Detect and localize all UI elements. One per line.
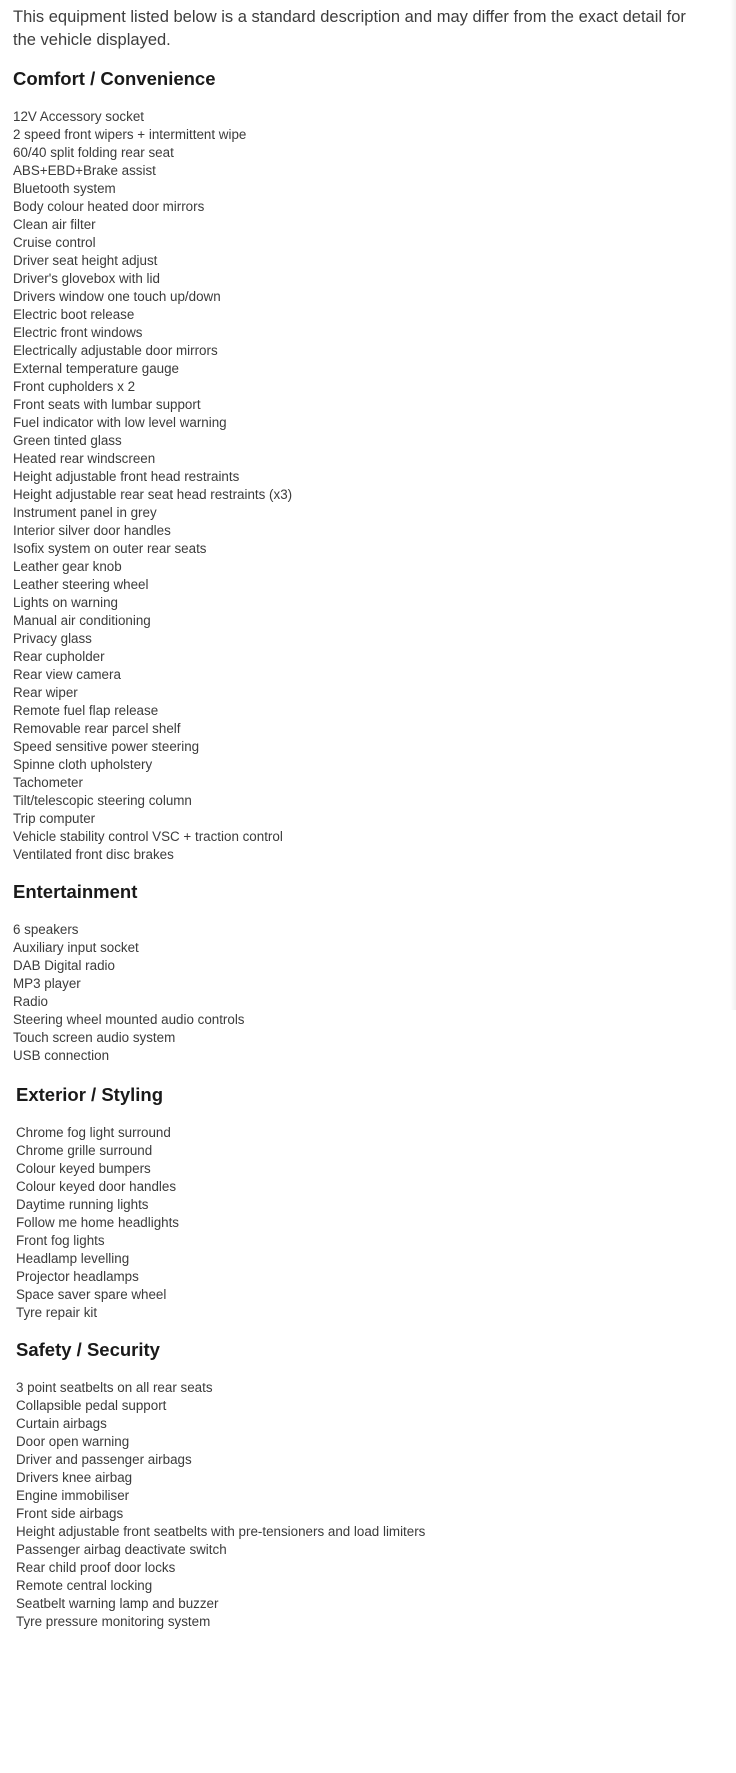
equipment-item: Rear view camera	[13, 667, 121, 682]
section-safety-security	[16, 1337, 716, 1631]
equipment-item: Chrome grille surround	[16, 1143, 153, 1158]
equipment-item: Chrome fog light surround	[16, 1125, 171, 1140]
equipment-item: Follow me home headlights	[16, 1215, 180, 1230]
equipment-item: Front seats with lumbar support	[13, 397, 201, 412]
equipment-item: Electric boot release	[13, 307, 135, 322]
equipment-item: Touch screen audio system	[13, 1030, 176, 1045]
equipment-item: Heated rear windscreen	[13, 451, 156, 466]
equipment-item: Ventilated front disc brakes	[13, 847, 174, 862]
equipment-item: Front cupholders x 2	[13, 379, 136, 394]
equipment-item: Tachometer	[13, 775, 83, 790]
equipment-item: Seatbelt warning lamp and buzzer	[16, 1596, 219, 1611]
equipment-item: Tilt/telescopic steering column	[13, 793, 192, 808]
equipment-item: USB connection	[13, 1048, 110, 1063]
equipment-item: ABS+EBD+Brake assist	[13, 163, 156, 178]
equipment-item: Electric front windows	[13, 325, 143, 340]
equipment-list-exterior-styling	[16, 1124, 716, 1322]
equipment-item: 3 point seatbelts on all rear seats	[16, 1380, 213, 1395]
equipment-item: Drivers window one touch up/down	[13, 289, 221, 304]
equipment-item: External temperature gauge	[13, 361, 179, 376]
equipment-item: Removable rear parcel shelf	[13, 721, 181, 736]
equipment-item: Passenger airbag deactivate switch	[16, 1542, 227, 1557]
equipment-item: Drivers knee airbag	[16, 1470, 133, 1485]
equipment-item: Trip computer	[13, 811, 96, 826]
equipment-item: Daytime running lights	[16, 1197, 149, 1212]
equipment-item: Speed sensitive power steering	[13, 739, 200, 754]
equipment-item: Auxiliary input socket	[13, 940, 139, 955]
equipment-item: Height adjustable front head restraints	[13, 469, 240, 484]
equipment-item: Clean air filter	[13, 217, 96, 232]
equipment-item: Vehicle stability control VSC + traction control	[13, 829, 283, 844]
section-title-comfort-convenience: Comfort / Convenience	[13, 68, 216, 89]
equipment-item: Engine immobiliser	[16, 1488, 130, 1503]
equipment-item: Leather gear knob	[13, 559, 122, 574]
equipment-item: Rear child proof door locks	[16, 1560, 176, 1575]
equipment-item: Leather steering wheel	[13, 577, 149, 592]
equipment-item: Driver seat height adjust	[13, 253, 158, 268]
section-comfort-convenience	[13, 66, 713, 864]
equipment-disclaimer: This equipment listed below is a standard description and may differ from the exact detail for the vehicle displayed.	[13, 8, 686, 49]
equipment-item: Collapsible pedal support	[16, 1398, 167, 1413]
equipment-list-entertainment	[13, 921, 713, 1065]
equipment-list-safety-security	[16, 1379, 716, 1631]
equipment-item: MP3 player	[13, 976, 81, 991]
section-title-safety-security: Safety / Security	[16, 1339, 160, 1360]
equipment-item: Remote central locking	[16, 1578, 153, 1593]
equipment-item: 2 speed front wipers + intermittent wipe	[13, 127, 247, 142]
section-title-exterior-styling: Exterior / Styling	[16, 1084, 164, 1105]
equipment-item: Colour keyed bumpers	[16, 1161, 151, 1176]
equipment-item: Height adjustable rear seat head restraints (x3)	[13, 487, 293, 502]
equipment-item: Driver and passenger airbags	[16, 1452, 192, 1467]
equipment-item: Manual air conditioning	[13, 613, 151, 628]
equipment-item: Rear wiper	[13, 685, 78, 700]
equipment-item: Tyre pressure monitoring system	[16, 1614, 211, 1629]
equipment-item: Bluetooth system	[13, 181, 116, 196]
section-exterior-styling	[16, 1082, 716, 1322]
equipment-item: Radio	[13, 994, 48, 1009]
page-edge-shade	[730, 0, 736, 1010]
equipment-item: Headlamp levelling	[16, 1251, 130, 1266]
equipment-item: 12V Accessory socket	[13, 109, 144, 124]
equipment-list-comfort-convenience	[13, 108, 713, 864]
equipment-item: Steering wheel mounted audio controls	[13, 1012, 245, 1027]
equipment-item: Spinne cloth upholstery	[13, 757, 153, 772]
equipment-item: Electrically adjustable door mirrors	[13, 343, 218, 358]
equipment-item: Green tinted glass	[13, 433, 122, 448]
section-entertainment	[13, 879, 713, 1065]
equipment-item: 6 speakers	[13, 922, 79, 937]
equipment-item: Body colour heated door mirrors	[13, 199, 205, 214]
section-title-entertainment: Entertainment	[13, 881, 138, 902]
equipment-item: Space saver spare wheel	[16, 1287, 167, 1302]
equipment-item: Remote fuel flap release	[13, 703, 159, 718]
equipment-item: Curtain airbags	[16, 1416, 107, 1431]
equipment-item: Front side airbags	[16, 1506, 124, 1521]
equipment-item: Projector headlamps	[16, 1269, 139, 1284]
equipment-item: Cruise control	[13, 235, 96, 250]
equipment-item: Driver's glovebox with lid	[13, 271, 160, 286]
equipment-item: DAB Digital radio	[13, 958, 115, 973]
equipment-item: Privacy glass	[13, 631, 92, 646]
equipment-item: Instrument panel in grey	[13, 505, 157, 520]
equipment-item: Interior silver door handles	[13, 523, 171, 538]
equipment-item: Isofix system on outer rear seats	[13, 541, 207, 556]
equipment-item: 60/40 split folding rear seat	[13, 145, 174, 160]
equipment-item: Height adjustable front seatbelts with pre-tensioners and load limiters	[16, 1524, 426, 1539]
equipment-item: Front fog lights	[16, 1233, 105, 1248]
equipment-item: Lights on warning	[13, 595, 118, 610]
equipment-item: Colour keyed door handles	[16, 1179, 177, 1194]
equipment-item: Rear cupholder	[13, 649, 105, 664]
equipment-item: Door open warning	[16, 1434, 130, 1449]
equipment-item: Fuel indicator with low level warning	[13, 415, 227, 430]
equipment-item: Tyre repair kit	[16, 1305, 98, 1320]
